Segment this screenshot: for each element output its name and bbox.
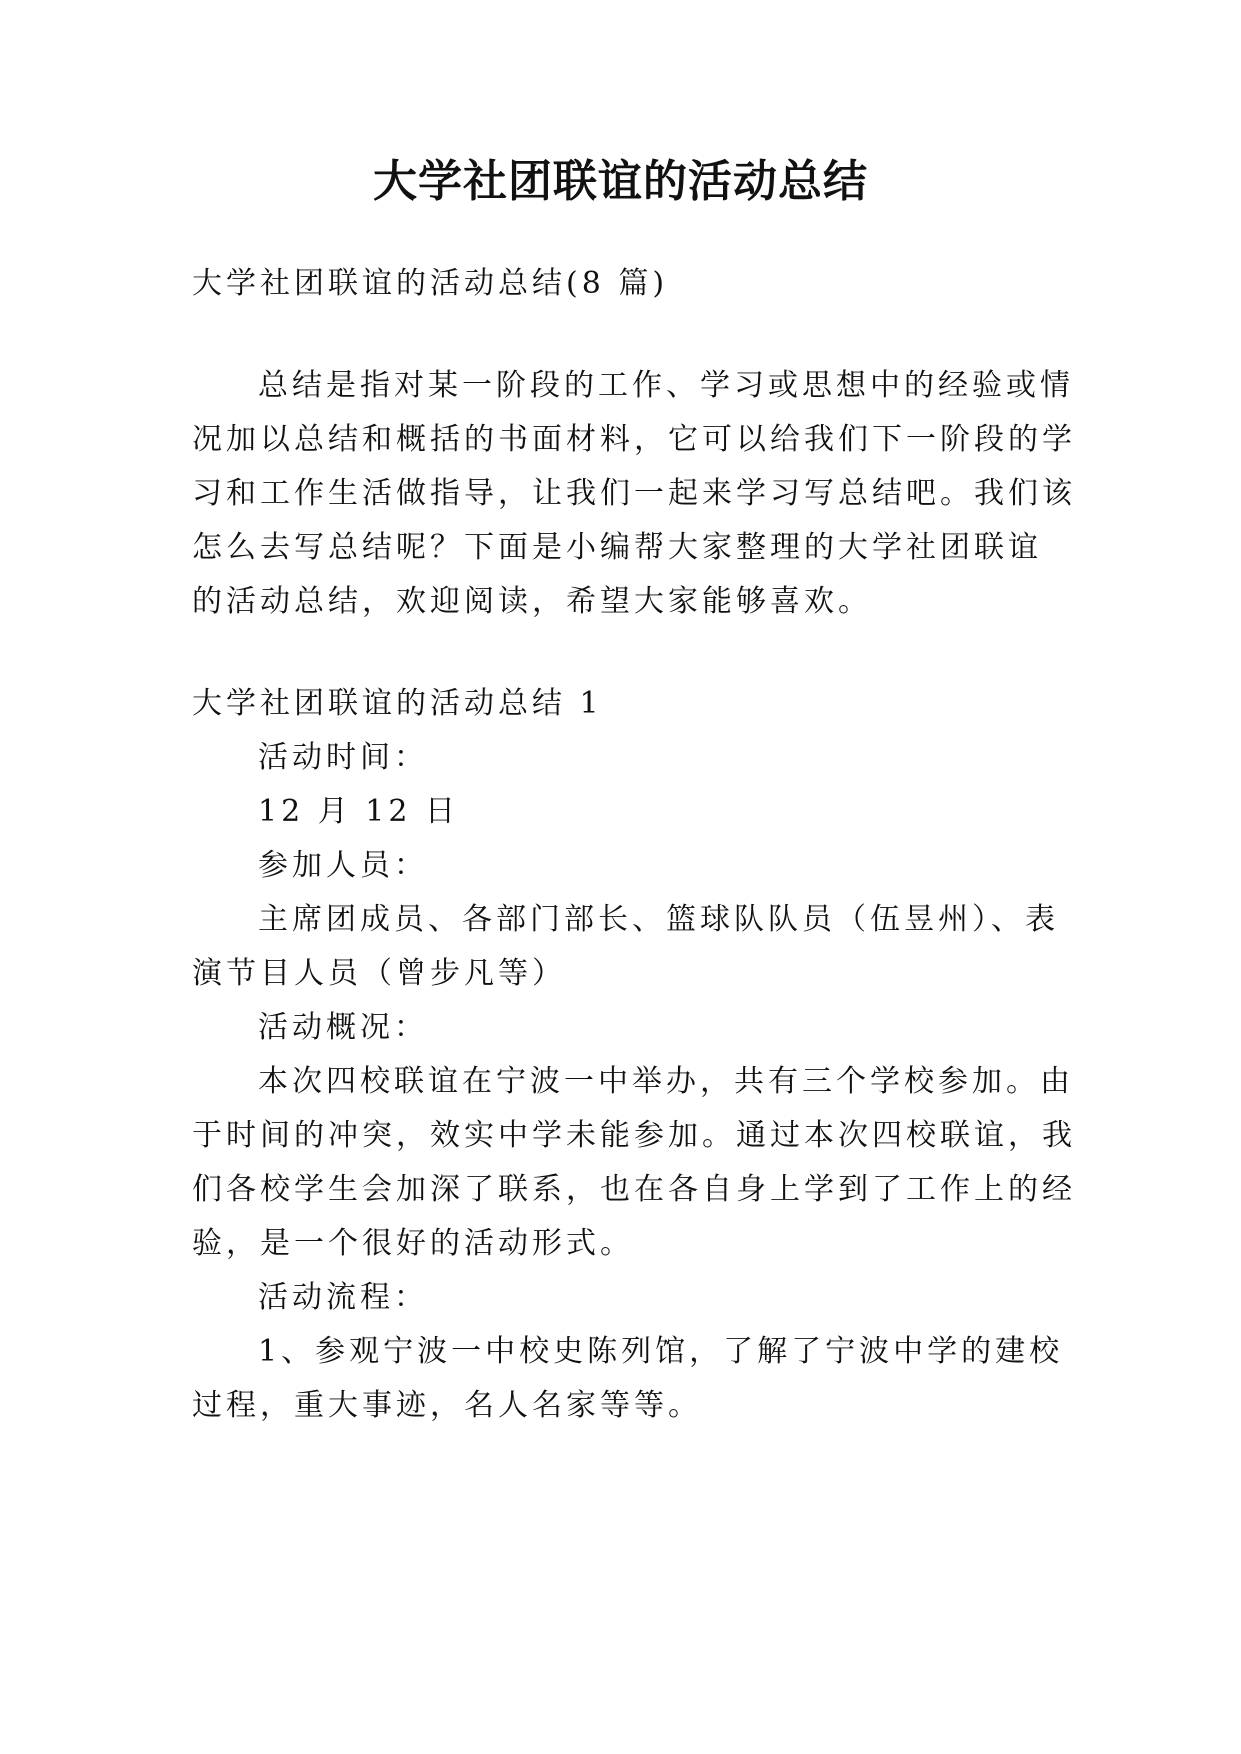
- process-label: 活动流程：: [258, 1280, 428, 1315]
- intro-line: 总结是指对某一阶段的工作、学习或思想中的经验或情: [258, 368, 1074, 403]
- intro-line: 习和工作生活做指导，让我们一起来学习写总结吧。我们该: [192, 476, 1076, 511]
- section-heading: 大学社团联谊的活动总结 1: [192, 686, 603, 721]
- overview-line: 于时间的冲突，效实中学未能参加。通过本次四校联谊，我: [192, 1118, 1076, 1153]
- overview-line: 验，是一个很好的活动形式。: [192, 1226, 634, 1261]
- participants-line: 演节目人员（曾步凡等）: [192, 956, 566, 991]
- intro-line: 况加以总结和概括的书面材料，它可以给我们下一阶段的学: [192, 422, 1076, 457]
- overview-label: 活动概况：: [258, 1010, 428, 1045]
- intro-line: 的活动总结，欢迎阅读，希望大家能够喜欢。: [192, 584, 872, 619]
- participants-line: 主席团成员、各部门部长、篮球队队员（伍昱州）、表: [258, 902, 1059, 937]
- time-value: 12 月 12 日: [258, 794, 459, 829]
- participants-label: 参加人员：: [258, 848, 428, 883]
- process-line: 过程，重大事迹，名人名家等等。: [192, 1388, 702, 1423]
- overview-line: 本次四校联谊在宁波一中举办，共有三个学校参加。由: [258, 1064, 1074, 1099]
- document-subtitle: 大学社团联谊的活动总结(8 篇): [192, 266, 669, 301]
- overview-line: 们各校学生会加深了联系，也在各自身上学到了工作上的经: [192, 1172, 1076, 1207]
- page-title: 大学社团联谊的活动总结: [373, 156, 868, 207]
- process-line: 1、参观宁波一中校史陈列馆，了解了宁波中学的建校: [258, 1334, 1064, 1369]
- intro-line: 怎么去写总结呢？下面是小编帮大家整理的大学社团联谊: [192, 530, 1042, 565]
- time-label: 活动时间：: [258, 740, 428, 775]
